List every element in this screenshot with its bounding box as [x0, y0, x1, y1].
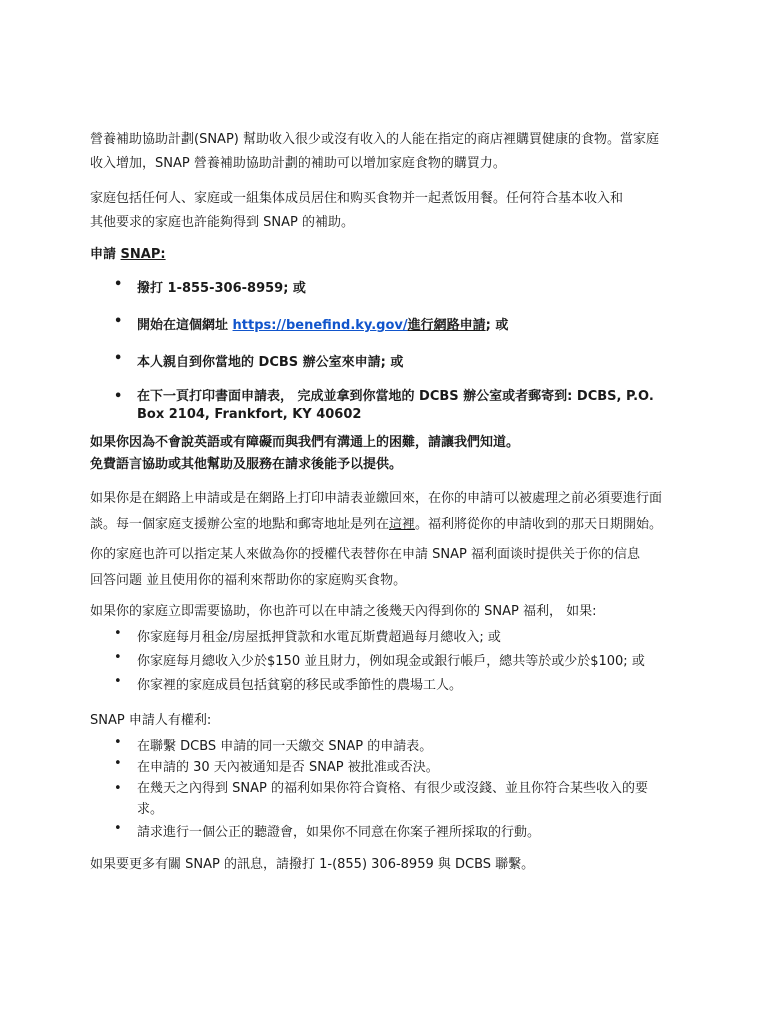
household-paragraph: [90, 187, 690, 235]
expedited-item-text: 你家庭每月租金/房屋抵押貸款和水電瓦斯費超過每月總收入; 或: [137, 630, 501, 645]
interview-paragraph: [90, 486, 690, 538]
interview-line-2b: 。福利將從你的申請收到的那天日期開始。: [415, 517, 663, 532]
online-apply-link[interactable]: 進行網路申請: [407, 318, 486, 333]
apply-item-text: 撥打 1-855-306-8959; 或: [137, 281, 306, 296]
apply-item-text: [137, 314, 682, 333]
rights-item-text: 在申請的 30 天內被通知是否 SNAP 被批准或否決。: [137, 760, 439, 775]
bullet-icon: •: [114, 277, 123, 292]
print-line-1: 在下一頁打印書面申請表， 完成並拿到你當地的 DCBS 辦公室或者郵寄到: DCBS, P.O.: [137, 389, 654, 404]
bullet-icon: •: [114, 781, 122, 796]
interview-line-2a: 談。每一個家庭支援辦公室的地點和郵寄地址是列在: [90, 517, 390, 532]
bullet-icon: •: [114, 389, 123, 404]
contact-text: 如果要更多有關 SNAP 的訊息，請撥打 1-(855) 306-8959 與 DCBS 聯繫。: [90, 857, 535, 872]
expedited-item-text: 你家庭每月總收入少於$150 並且財力，例如現金或銀行帳戶，總共等於或少於$100; 或: [137, 654, 645, 669]
online-suffix: ; 或: [485, 318, 509, 333]
language-line-1: 如果你因為不會說英語或有障礙而與我們有溝通上的困難，請讓我們知道。: [90, 435, 520, 450]
bullet-icon: •: [114, 314, 123, 329]
apply-heading-prefix: 申請: [90, 247, 117, 262]
contact-paragraph: [90, 853, 690, 877]
online-prefix: 開始在這個網址: [137, 318, 233, 333]
bullet-icon: •: [114, 674, 122, 689]
expedited-item-text: 你家裡的家庭成員包括貧窮的移民或季節性的農場工人。: [137, 678, 463, 693]
bullet-icon: •: [114, 650, 122, 665]
intro-paragraph: [90, 128, 690, 176]
print-line-2: Box 2104, Frankfort, KY 40602: [137, 407, 362, 422]
expedited-intro-text: 如果你的家庭立即需要協助，你也許可以在申請之後幾天內得到你的 SNAP 福利， 如果:: [90, 604, 597, 619]
bullet-icon: •: [114, 821, 122, 836]
interview-line-1: 如果你是在網路上申請或是在網路上打印申請表並繳回來，在你的申請可以被處理之前必須要進行面: [90, 491, 663, 506]
apply-heading: [90, 243, 690, 267]
intro-line-1: 營養補助協助計劃(SNAP) 幫助收入很少或沒有收入的人能在指定的商店裡購買健康的食物。當家庭: [90, 132, 659, 147]
rights-item-text: 在聯繫 DCBS 申請的同一天繳交 SNAP 的申請表。: [137, 739, 433, 754]
apply-item-text: [137, 388, 682, 424]
rights-days-line-1: 在幾天之內得到 SNAP 的福利如果你符合資格、有很少或沒錢、並且你符合某些收入的要: [137, 781, 648, 796]
bullet-icon: •: [114, 735, 122, 750]
representative-line-1: 你的家庭也許可以指定某人來做為你的授權代表替你在申請 SNAP 福利面谈时提供关于你的信息: [90, 547, 640, 562]
rights-days-line-2: 求。: [137, 802, 164, 817]
intro-line-2: 收入增加，SNAP 營養補助協助計劃的補助可以增加家庭食物的購買力。: [90, 156, 506, 171]
household-line-1: 家庭包括任何人、家庭或一組集体成员居住和购买食物并一起煮饭用餐。任何符合基本收入和: [90, 191, 624, 206]
rights-item-text: 請求進行一個公正的聽證會，如果你不同意在你案子裡所採取的行動。: [137, 825, 541, 840]
bullet-icon: •: [114, 626, 122, 641]
apply-heading-snap: SNAP:: [120, 247, 166, 262]
expedited-intro: [90, 600, 690, 624]
rights-heading: [90, 709, 690, 733]
household-line-2: 其他要求的家庭也許能夠得到 SNAP 的補助。: [90, 215, 354, 230]
language-line-2: 免費語言協助或其他幫助及服務在請求後能予以提供。: [90, 457, 403, 472]
benefind-link[interactable]: https://benefind.ky.gov/: [232, 318, 408, 333]
apply-item-text: 本人親自到你當地的 DCBS 辦公室來申請; 或: [137, 355, 404, 370]
bullet-icon: •: [114, 756, 122, 771]
language-help-note: [90, 432, 690, 476]
office-list-link[interactable]: 這裡: [389, 517, 416, 532]
rights-item-text: [137, 778, 682, 820]
representative-line-2: 回答问题 並且使用你的福利來帮助你的家庭购买食物。: [90, 573, 407, 588]
rights-heading-text: SNAP 申請人有權利:: [90, 713, 212, 728]
bullet-icon: •: [114, 351, 123, 366]
representative-paragraph: [90, 542, 690, 594]
